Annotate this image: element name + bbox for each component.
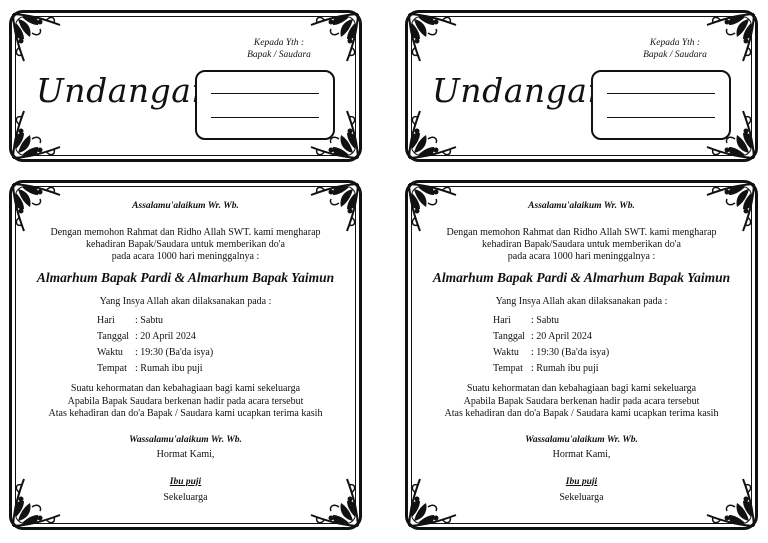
address-line xyxy=(607,117,715,118)
detail-value: : 20 April 2024 xyxy=(531,331,592,342)
invitation-card-right xyxy=(405,180,758,530)
closing-line: Apabila Bapak Saudara berkenan hadir pada acara tersebut xyxy=(463,395,700,407)
corner-ornament-icon xyxy=(305,473,361,529)
deceased-names: Almarhum Bapak Pardi & Almarhum Bapak Yaimun xyxy=(432,270,731,285)
kepada-line: Kepada Yth : xyxy=(253,38,305,48)
detail-label: Hari xyxy=(493,315,511,326)
detail-label: Hari xyxy=(97,315,115,326)
closing-line: Suatu kehormatan dan kebahagiaan bagi kami sekeluarga xyxy=(70,383,301,394)
detail-row-hari xyxy=(97,313,213,329)
corner-ornament-icon xyxy=(10,11,66,67)
envelope-card-right xyxy=(405,10,758,162)
deceased-names: Almarhum Bapak Pardi & Almarhum Bapak Yaimun xyxy=(36,270,335,285)
salam-closing: Wassalamu'alaikum Wr. Wb. xyxy=(129,435,242,445)
corner-ornament-icon xyxy=(10,105,66,161)
detail-label: Tanggal xyxy=(493,331,526,342)
family-label: Sekeluarga xyxy=(559,492,604,503)
corner-ornament-icon xyxy=(406,11,462,67)
intro-line: pada acara 1000 hari meninggalnya : xyxy=(507,251,656,262)
address-line xyxy=(211,93,319,94)
detail-value: : 19:30 (Ba'da isya) xyxy=(135,347,214,358)
intro-text xyxy=(418,227,745,263)
insya-allah-text: Yang Insya Allah akan dilaksanakan pada : xyxy=(99,296,272,307)
hormat-kami: Hormat Kami, xyxy=(552,449,611,460)
detail-value: : 19:30 (Ba'da isya) xyxy=(531,347,610,358)
detail-label: Tempat xyxy=(493,363,523,374)
invitation-card-left xyxy=(9,180,362,530)
detail-row-hari xyxy=(493,313,609,329)
corner-ornament-icon xyxy=(406,181,462,237)
host-name: Ibu puji xyxy=(565,477,598,487)
closing-text xyxy=(418,383,745,421)
addressee-label xyxy=(224,37,334,61)
intro-text xyxy=(22,227,349,263)
salam-closing: Wassalamu'alaikum Wr. Wb. xyxy=(525,435,638,445)
corner-ornament-icon xyxy=(10,181,66,237)
corner-ornament-icon xyxy=(305,181,361,237)
corner-ornament-icon xyxy=(701,105,757,161)
intro-line: Dengan memohon Rahmat dan Ridho Allah SWT. kami mengharap xyxy=(446,227,717,238)
corner-ornament-icon xyxy=(305,11,361,67)
address-line xyxy=(607,93,715,94)
bapak-saudara-line: Bapak / Saudara xyxy=(247,50,311,60)
closing-line: Suatu kehormatan dan kebahagiaan bagi kami sekeluarga xyxy=(466,383,697,394)
corner-ornament-icon xyxy=(305,105,361,161)
insya-allah-text: Yang Insya Allah akan dilaksanakan pada : xyxy=(495,296,668,307)
family-label: Sekeluarga xyxy=(163,492,208,503)
detail-row-tanggal xyxy=(97,329,213,345)
closing-text xyxy=(22,383,349,421)
bapak-saudara-line: Bapak / Saudara xyxy=(643,50,707,60)
corner-ornament-icon xyxy=(406,473,462,529)
detail-label: Tanggal xyxy=(97,331,130,342)
envelope-title: Undangan xyxy=(432,71,610,110)
intro-line: kehadiran Bapak/Saudara untuk memberikan do'a xyxy=(482,239,681,250)
host-name: Ibu puji xyxy=(169,477,202,487)
detail-row-waktu xyxy=(97,345,213,361)
salam-opening: Assalamu'alaikum Wr. Wb. xyxy=(132,201,239,211)
closing-line: Apabila Bapak Saudara berkenan hadir pada acara tersebut xyxy=(67,395,304,407)
event-details xyxy=(493,313,609,377)
detail-value: : Rumah ibu puji xyxy=(135,363,203,374)
detail-label: Tempat xyxy=(97,363,127,374)
salam-opening: Assalamu'alaikum Wr. Wb. xyxy=(528,201,635,211)
intro-line: kehadiran Bapak/Saudara untuk memberikan do'a xyxy=(86,239,285,250)
address-box xyxy=(591,70,731,140)
kepada-line: Kepada Yth : xyxy=(649,38,701,48)
detail-value: : Sabtu xyxy=(531,315,560,326)
detail-row-tempat xyxy=(493,361,609,377)
detail-value: : Rumah ibu puji xyxy=(531,363,599,374)
address-line xyxy=(211,117,319,118)
intro-line: pada acara 1000 hari meninggalnya : xyxy=(111,251,260,262)
address-box xyxy=(195,70,335,140)
envelope-card-left xyxy=(9,10,362,162)
corner-ornament-icon xyxy=(10,473,66,529)
detail-label: Waktu xyxy=(493,347,519,358)
envelope-title: Undangan xyxy=(36,71,214,110)
closing-line: Atas kehadiran dan do'a Bapak / Saudara kami ucapkan terima kasih xyxy=(444,408,719,419)
detail-value: : 20 April 2024 xyxy=(135,331,196,342)
detail-value: : Sabtu xyxy=(135,315,164,326)
corner-ornament-icon xyxy=(406,105,462,161)
addressee-label xyxy=(620,37,730,61)
corner-ornament-icon xyxy=(701,181,757,237)
detail-row-tanggal xyxy=(493,329,609,345)
corner-ornament-icon xyxy=(701,11,757,67)
hormat-kami: Hormat Kami, xyxy=(156,449,215,460)
closing-line: Atas kehadiran dan do'a Bapak / Saudara kami ucapkan terima kasih xyxy=(48,408,323,419)
detail-row-tempat xyxy=(97,361,213,377)
detail-label: Waktu xyxy=(97,347,123,358)
corner-ornament-icon xyxy=(701,473,757,529)
detail-row-waktu xyxy=(493,345,609,361)
intro-line: Dengan memohon Rahmat dan Ridho Allah SWT. kami mengharap xyxy=(50,227,321,238)
event-details xyxy=(97,313,213,377)
